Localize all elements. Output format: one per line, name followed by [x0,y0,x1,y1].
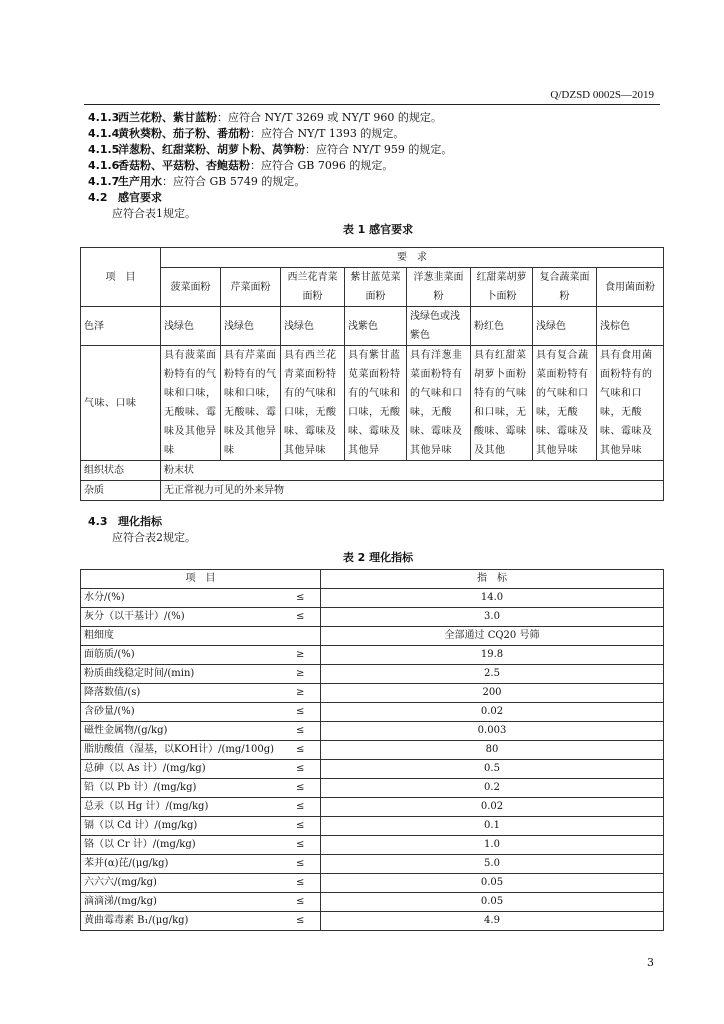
row-operator: ≤ [281,760,321,779]
clause-title: 洋葱粉、红甜菜粉、胡萝卜粉、莴笋粉 [118,143,305,156]
column-header: 复合蔬菜面粉 [533,268,597,307]
clause-text: ：应符合 GB 5749 的规定。 [162,175,306,188]
column-header: 菠菜面粉 [161,268,221,307]
row-item: 总汞（以 Hg 计）/(mg/kg) [81,798,281,817]
section-title: 理化指标 [118,515,162,528]
table-cell: 粉红色 [471,307,533,346]
table-row [81,779,664,798]
clause-4-1-7 [88,174,668,190]
row-value: 0.02 [321,798,664,817]
table-cell: 浅棕色 [597,307,664,346]
row-value: 0.05 [321,874,664,893]
table-cell: 具有洋葱韭菜面粉特有的气味和口味，无酸味、霉味及其他异味 [407,346,471,461]
row-value: 0.003 [321,722,664,741]
clause-title: 生产用水 [118,175,162,188]
clause-number: 4.1.3 [88,111,120,124]
row-item: 黄曲霉毒素 B₁/(μg/kg) [81,912,281,931]
clause-list [88,110,668,238]
row-value: 2.5 [321,665,664,684]
row-operator: ≤ [281,703,321,722]
row-value: 5.0 [321,855,664,874]
row-item: 六六六/(mg/kg) [81,874,281,893]
table-cell: 具有复合蔬菜面粉特有的气味和口味，无酸味、霉味及其他异味 [533,346,597,461]
table-row [81,817,664,836]
column-header: 西兰花青菜面粉 [281,268,345,307]
clause-4-1-6 [88,158,668,174]
row-label: 组织状态 [81,461,161,481]
table-row [81,874,664,893]
state-row [81,461,664,481]
clause-4-1-4 [88,126,668,142]
table1-requirement-header: 要 求 [161,248,664,268]
row-operator: ≤ [281,893,321,912]
row-value: 80 [321,741,664,760]
table1-caption: 表 1 感官要求 [342,223,414,236]
row-item: 水分/(%) [81,589,281,608]
table-cell: 无正常视力可见的外来异物 [161,481,664,501]
table-cell: 具有菠菜面粉特有的气味和口味，无酸味、霉味及其他异味 [161,346,221,461]
row-value: 19.8 [321,646,664,665]
clause-text: ：应符合 NY/T 959 的规定。 [305,143,453,156]
table2-value-header: 指 标 [321,570,664,589]
row-value: 0.1 [321,817,664,836]
row-value: 3.0 [321,608,664,627]
row-value: 0.2 [321,779,664,798]
table-cell: 具有芹菜面粉特有的气味和口味，无酸味、霉味及其他异味 [221,346,281,461]
row-operator [281,627,321,646]
table2-header-row [81,570,664,589]
row-operator: ≥ [281,665,321,684]
table-cell: 浅绿色 [533,307,597,346]
table-row [81,798,664,817]
row-operator: ≤ [281,836,321,855]
table-cell: 浅绿色或浅紫色 [407,307,471,346]
row-value: 1.0 [321,836,664,855]
column-header: 芹菜面粉 [221,268,281,307]
row-item: 铅（以 Pb 计）/(mg/kg) [81,779,281,798]
clause-number: 4.1.7 [88,175,120,188]
table-row [81,741,664,760]
clause-4-1-3 [88,110,668,126]
table-cell: 具有紫甘蓝苋菜面粉特有的气味和口味，无酸味、霉味及其他异 [345,346,407,461]
color-row [81,307,664,346]
clause-title: 香菇粉、平菇粉、杏鲍菇粉 [118,159,250,172]
table-row [81,836,664,855]
row-operator: ≤ [281,912,321,931]
row-item: 脂肪酸值（湿基，以KOH计）/(mg/100g) [81,741,281,760]
table-row [81,912,664,931]
row-value: 14.0 [321,589,664,608]
section-4-2-heading [88,190,668,206]
row-label: 色泽 [81,307,161,346]
table-cell: 具有红甜菜胡萝卜面粉特有的气味和口味，无酸味、霉味及其他 [471,346,533,461]
row-item: 磁性金属物/(g/kg) [81,722,281,741]
clause-text: ：应符合 NY/T 3269 或 NY/T 960 的规定。 [217,111,442,124]
row-item: 粗细度 [81,627,281,646]
row-operator: ≥ [281,684,321,703]
section-4-3 [88,514,668,566]
clause-title: 黄秋葵粉、茄子粉、番茄粉 [118,127,250,140]
table-row [81,627,664,646]
row-item: 粉质曲线稳定时间/(min) [81,665,281,684]
table1-header-row [81,248,664,268]
row-value: 0.02 [321,703,664,722]
table-cell: 浅紫色 [345,307,407,346]
row-item: 灰分（以干基计）/(%) [81,608,281,627]
row-label: 杂质 [81,481,161,501]
section-number: 4.2 [88,191,108,204]
physicochemical-table [80,569,664,931]
row-value: 全部通过 CQ20 号筛 [321,627,664,646]
table-cell: 浅绿色 [221,307,281,346]
table2-caption: 表 2 理化指标 [342,551,414,564]
row-operator: ≤ [281,798,321,817]
section-4-3-heading [88,514,668,530]
clause-4-1-5 [88,142,668,158]
row-item: 镉（以 Cd 计）/(mg/kg) [81,817,281,836]
header-divider [84,104,660,105]
table-row [81,703,664,722]
row-operator: ≤ [281,779,321,798]
row-item: 铬（以 Cr 计）/(mg/kg) [81,836,281,855]
page-number: 3 [647,956,654,969]
column-header: 紫甘蓝苋菜面粉 [345,268,407,307]
section-number: 4.3 [88,515,108,528]
row-item: 降落数值/(s) [81,684,281,703]
table-row [81,646,664,665]
table-cell: 粉末状 [161,461,664,481]
table-cell: 浅绿色 [281,307,345,346]
column-header: 洋葱韭菜面粉 [407,268,471,307]
row-item: 含砂量/(%) [81,703,281,722]
row-value: 0.05 [321,893,664,912]
table1-column-row [81,268,664,307]
row-item: 苯并(α)芘/(μg/kg) [81,855,281,874]
table2-item-header: 项 目 [81,570,321,589]
section-4-2-text: 应符合表1规定。 [112,207,196,220]
clause-text: ：应符合 NY/T 1393 的规定。 [250,127,405,140]
row-operator: ≤ [281,589,321,608]
table-cell: 浅绿色 [161,307,221,346]
table-row [81,760,664,779]
row-item: 总砷（以 As 计）/(mg/kg) [81,760,281,779]
table-row [81,684,664,703]
clause-number: 4.1.6 [88,159,120,172]
table1-item-header: 项 目 [81,248,161,307]
table-cell: 具有西兰花青菜面粉特有的气味和口味，无酸味、霉味及其他异味 [281,346,345,461]
clause-number: 4.1.5 [88,143,120,156]
row-operator: ≤ [281,855,321,874]
table-row [81,855,664,874]
clause-number: 4.1.4 [88,127,120,140]
row-item: 滴滴涕/(mg/kg) [81,893,281,912]
sensory-requirements-table [80,247,664,501]
table-cell: 具有食用菌面粉特有的气味和口味，无酸味、霉味及其他异味 [597,346,664,461]
table-row [81,589,664,608]
section-4-3-text: 应符合表2规定。 [112,531,196,544]
table-row [81,722,664,741]
row-value: 4.9 [321,912,664,931]
section-title: 感官要求 [118,191,162,204]
row-operator: ≤ [281,741,321,760]
clause-title: 西兰花粉、紫甘蓝粉 [118,111,217,124]
column-header: 食用菌面粉 [597,268,664,307]
table-row [81,665,664,684]
document-code: Q/DZSD 0002S—2019 [550,89,654,101]
row-operator: ≤ [281,608,321,627]
row-value: 200 [321,684,664,703]
row-operator: ≤ [281,722,321,741]
row-value: 0.5 [321,760,664,779]
clause-text: ：应符合 GB 7096 的规定。 [250,159,394,172]
column-header: 红甜菜胡萝卜面粉 [471,268,533,307]
flavor-row [81,346,664,461]
row-item: 面筋质/(%) [81,646,281,665]
row-operator: ≤ [281,874,321,893]
row-operator: ≤ [281,817,321,836]
row-label: 气味、口味 [81,346,161,461]
impurity-row [81,481,664,501]
table-row [81,608,664,627]
table-row [81,893,664,912]
row-operator: ≥ [281,646,321,665]
